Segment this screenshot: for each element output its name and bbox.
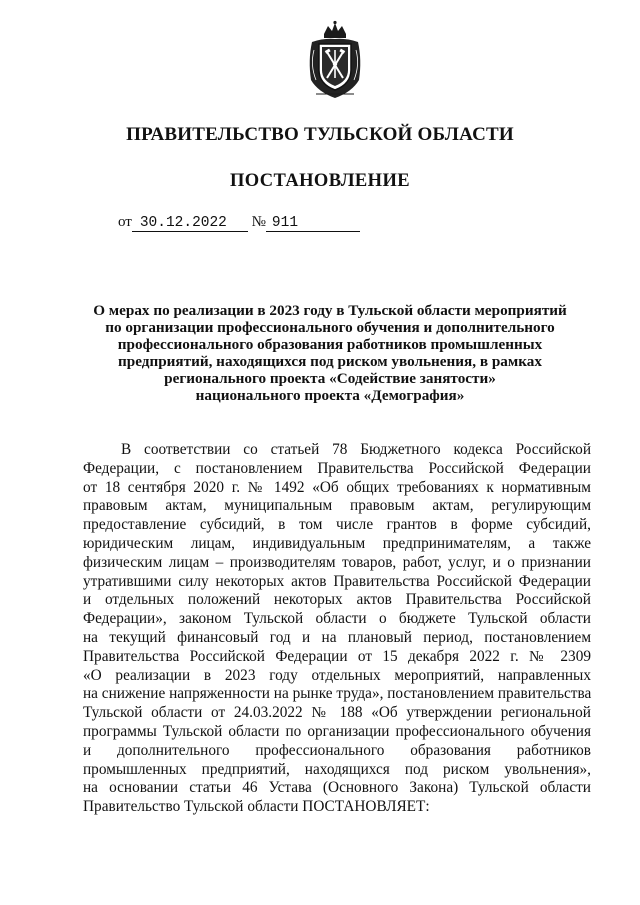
body-paragraph	[83, 441, 591, 817]
subject-line: предприятий, находящихся под риском увольнения, в рамках	[118, 353, 542, 370]
date-prefix: от	[118, 214, 132, 230]
subject-line: регионального проекта «Содействие занятости»	[164, 370, 496, 387]
document-date: 30.12.2022	[139, 215, 227, 231]
body-line: правовым актам, муниципальным правовым актам, регулирующим	[83, 497, 591, 515]
document-subject	[60, 302, 600, 404]
body-line: на снижение напряженности на рынке труда», постановлением правительства	[83, 685, 592, 703]
body-line: Федерации», законом Тульской области о бюджете Тульской области	[83, 610, 591, 628]
document-type: ПОСТАНОВЛЕНИЕ	[229, 171, 410, 191]
body-line: и отдельных положений некоторых актов Правительства Российской	[83, 591, 591, 609]
body-line: и дополнительного профессионального образования работников	[83, 741, 591, 759]
body-line: Тульской области от 24.03.2022 № 188 «Об утверждении региональной	[83, 704, 591, 722]
body-line: утратившими силу некоторых актов Правительства Российской Федерации	[83, 572, 591, 590]
coat-of-arms-icon	[302, 20, 368, 100]
body-line: юридическим лицам, индивидуальным предпринимателям, а также	[83, 534, 591, 552]
body-line: В соответствии со статьей 78 Бюджетного кодекса Российской	[121, 441, 591, 458]
body-line: физическим лицам – производителям товаров, работ, услуг, и о признании	[83, 553, 591, 571]
body-line: на основании статьи 46 Устава (Основного Закона) Тульской области	[83, 779, 591, 797]
subject-line: по организации профессионального обучения и дополнительного	[105, 319, 555, 336]
body-line: на текущий финансовый год и на плановый период, постановлением	[83, 628, 591, 646]
subject-line: национального проекта «Демография»	[195, 387, 465, 404]
government-title: ПРАВИТЕЛЬСТВО ТУЛЬСКОЙ ОБЛАСТИ	[126, 124, 514, 145]
body-line: Правительства Российской Федерации от 15 декабря 2022 г. № 2309	[83, 647, 591, 665]
body-line: «О реализации в 2023 году отдельных мероприятий, направленных	[83, 666, 591, 684]
number-prefix: №	[251, 214, 266, 230]
body-line: программы Тульской области по организации профессионального обучения	[83, 722, 591, 740]
subject-line: профессионального образования работников промышленных	[117, 336, 543, 353]
body-line: Федерации, с постановлением Правительства Российской Федерации	[83, 459, 591, 477]
document-number: 911	[271, 215, 299, 231]
document-meta	[118, 214, 360, 232]
body-line: предоставление субсидий, в том числе грантов в форме субсидий,	[83, 516, 591, 534]
body-line: Правительство Тульской области ПОСТАНОВЛЯЕТ:	[83, 798, 430, 816]
body-line: от 18 сентября 2020 г. № 1492 «Об общих требованиях к нормативным	[83, 478, 591, 496]
subject-line: О мерах по реализации в 2023 году в Тульской области мероприятий	[93, 302, 567, 319]
body-line: промышленных предприятий, находящихся под риском увольнения»,	[83, 760, 591, 778]
